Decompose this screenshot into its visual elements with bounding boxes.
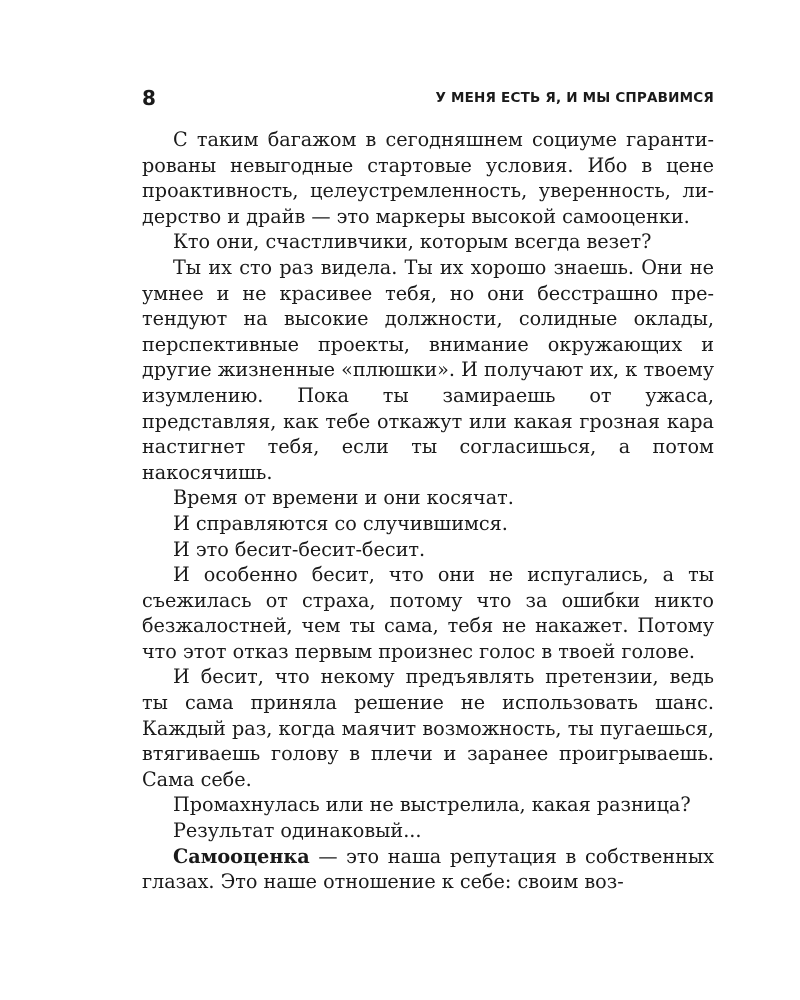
page-number: 8 — [142, 86, 156, 110]
paragraph: Кто они, счастливчики, которым всегда везет? — [173, 230, 652, 254]
paragraph: И бесит, что некому предъявлять претензии, ведь ты сама приняла решение не использовать шанс. Каждый раз, когда маячит возможность, ты пугаешься, втягиваешь голову в плечи и заранее проигрываешь. Сама себе. — [142, 665, 714, 791]
paragraph: Время от времени и они косячат. — [173, 486, 514, 510]
paragraph: Ты их сто раз видела. Ты их хорошо знаешь. Они не умнее и не красивее тебя, но они бесстрашно претендуют на высокие должности, солидные оклады, перспективные проекты, внимание окружающих и другие жизненные «плюшки». И получают их, к твоему изумлению. Пока ты замираешь от ужаса, представляя, как тебе откажут или какая грозная кара настигнет тебя, если ты согласишься, а потом накосячишь. — [142, 255, 714, 484]
definition-paragraph — [142, 844, 714, 895]
body-text — [142, 127, 714, 895]
definition-text: — это наша репутация в собственных глазах. Это наше отношение к себе: своим воз- — [142, 844, 714, 894]
paragraph: Результат одинаковый... — [173, 819, 422, 843]
paragraph: И особенно бесит, что они не испугались, а ты съежилась от страха, потому что за ошибки никто безжалостней, чем ты сама, тебя не накажет. Потому что этот отказ первым произнес голос в твоей голове. — [142, 563, 714, 663]
definition-term: Самооценка — [173, 844, 310, 868]
paragraph: Промахнулась или не выстрелила, какая разница? — [173, 793, 691, 817]
paragraph: И это бесит-бесит-бесит. — [173, 537, 426, 561]
paragraph: С таким багажом в сегодняшнем социуме гарантированы невыгодные стартовые условия. Ибо в цене проактивность, целеустремленность, уверенность, лидерство и драйв — это маркеры высокой самооценки. — [142, 128, 714, 228]
paragraph: И справляются со случившимся. — [173, 511, 508, 535]
running-header: У МЕНЯ ЕСТЬ Я, И МЫ СПРАВИМСЯ — [435, 90, 714, 106]
